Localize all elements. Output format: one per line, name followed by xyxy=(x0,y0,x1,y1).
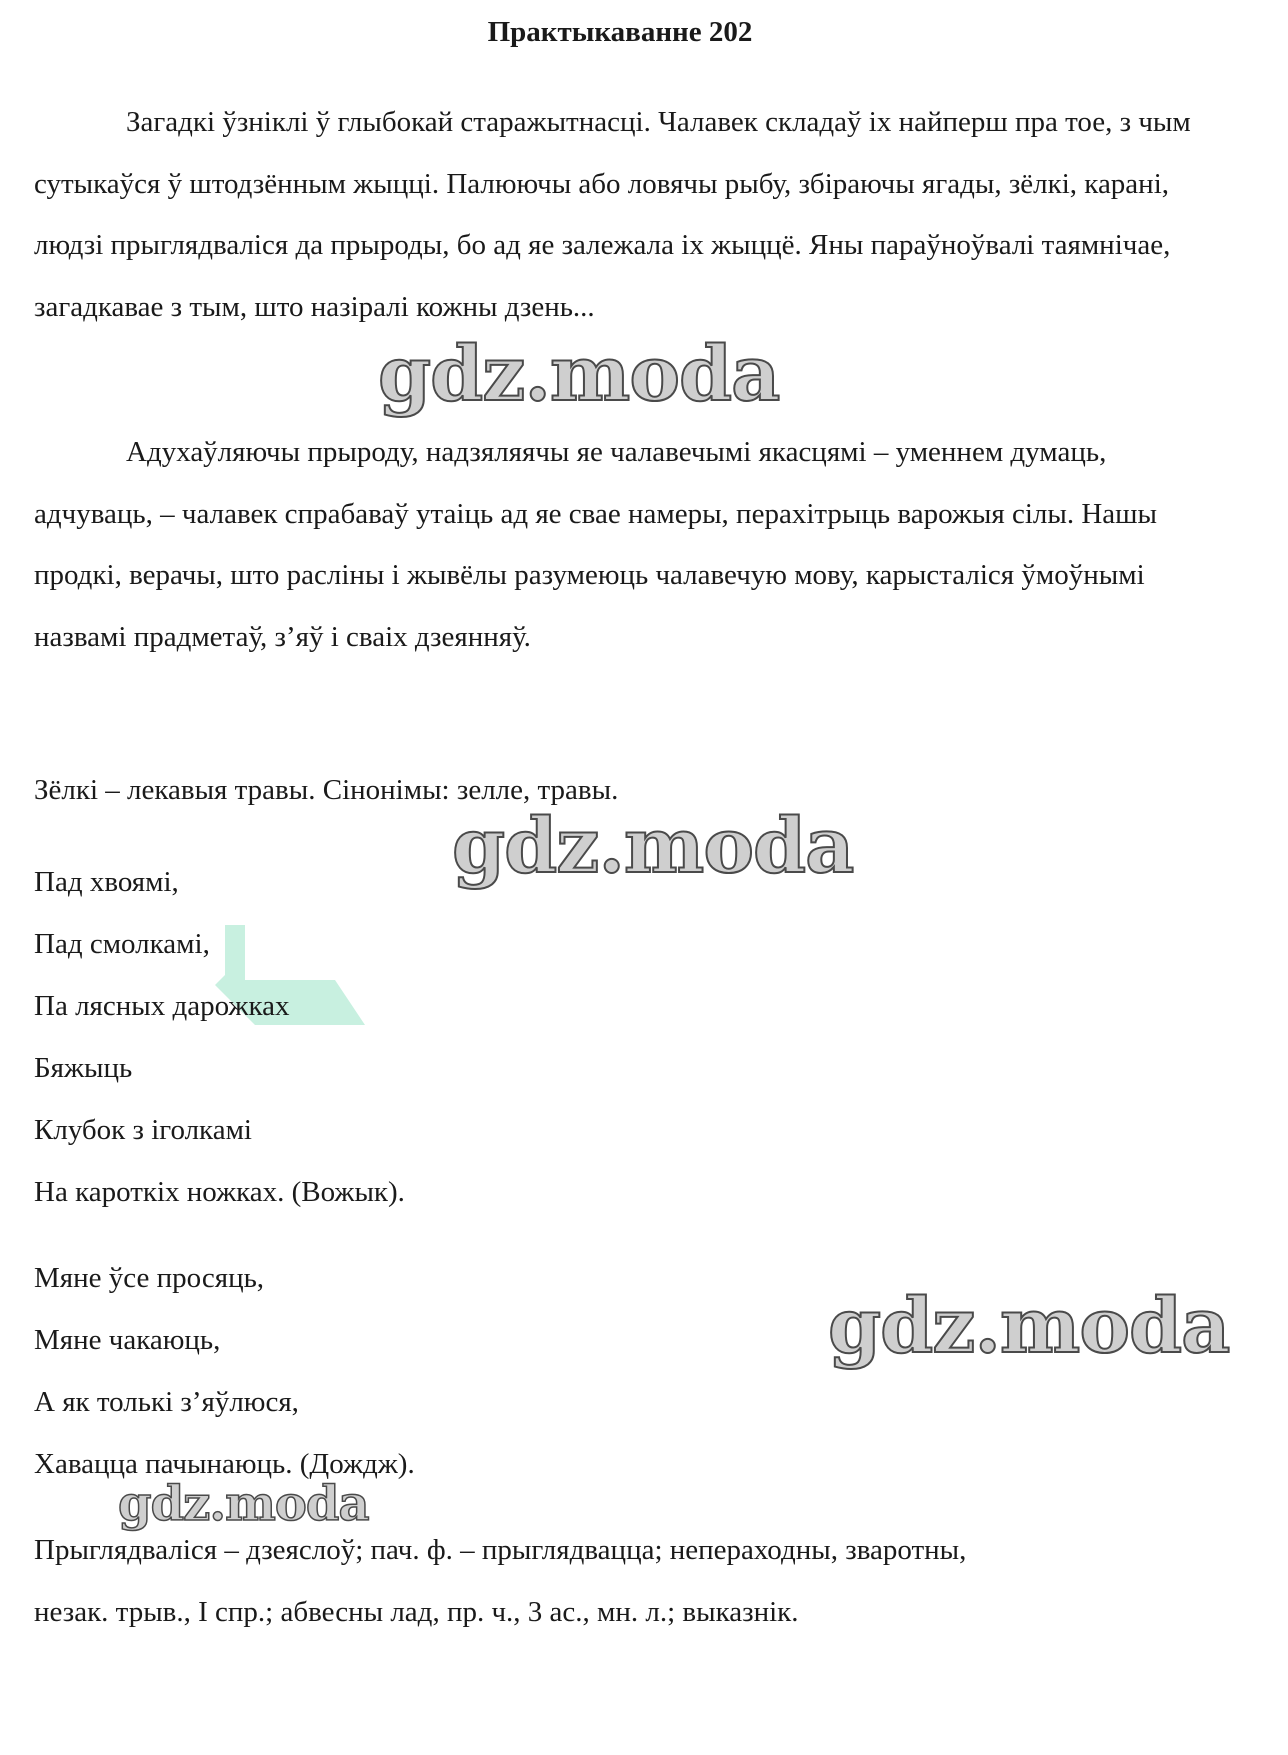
riddle-1-line-1: Пад хвоямі, xyxy=(34,866,179,898)
riddle-2-line-3: А як толькі з’яўлюся, xyxy=(34,1386,299,1418)
paragraph-2 xyxy=(34,422,1204,668)
riddle-1-line-6: На кароткіх ножках. (Вожык). xyxy=(34,1176,405,1208)
paragraph-1 xyxy=(34,92,1204,338)
riddle-2-line-1: Мяне ўсе просяць, xyxy=(34,1262,265,1294)
riddle-2-line-4: Хавацца пачынаюць. (Дождж). xyxy=(34,1448,415,1480)
paragraph-2-text: Адухаўляючы прыроду, надзяляячы яе чалавечымі якасцямі – уменнем думаць, адчуваць, – чалавек спрабаваў утаіць ад яе свае намеры, перахітрыць варожыя сілы. Нашы продкі, верачы, што расліны і жывёлы разумеюць чалавечую мову, карысталіся ўмоўнымі назвамі прадметаў, з’яў і сваіх дзеянняў. xyxy=(34,436,1157,653)
riddle-1-line-4: Бяжыць xyxy=(34,1052,133,1084)
definition-line: Зёлкі – лекавыя травы. Сінонімы: зелле, травы. xyxy=(34,774,619,806)
riddle-1-line-5: Клубок з іголкамі xyxy=(34,1114,252,1146)
riddle-2-line-2: Мяне чакаюць, xyxy=(34,1324,221,1356)
watermark-1: gdz.moda xyxy=(378,329,780,418)
analysis-line-1: Прыглядваліся – дзеяслоў; пач. ф. – прыглядвацца; непераходны, зваротны, xyxy=(34,1534,967,1566)
watermark-4: gdz.moda xyxy=(118,1476,369,1532)
watermark-3: gdz.moda xyxy=(828,1281,1230,1370)
page-title: Практыкаванне 202 xyxy=(487,16,753,48)
riddle-1-line-3: Па лясных дарожках xyxy=(34,990,290,1022)
analysis-line-2: незак. трыв., I спр.; абвесны лад, пр. ч., 3 ас., мн. л.; выказнік. xyxy=(34,1596,799,1628)
paragraph-1-text: Загадкі ўзніклі ў глыбокай старажытнасці. Чалавек складаў іх найперш пра тое, з чым сутыкаўся ў штодзённым жыцці. Палюючы або ловячы рыбу, збіраючы ягады, зёлкі, карані, людзі прыглядваліся да прыроды, бо ад яе залежала іх жыццё. Яны параўноўвалі таямнічае, загадкавае з тым, што назіралі кожны дзень... xyxy=(34,106,1191,323)
riddle-1-line-2: Пад смолкамі, xyxy=(34,928,210,960)
watermark-2: gdz.moda xyxy=(452,801,854,890)
